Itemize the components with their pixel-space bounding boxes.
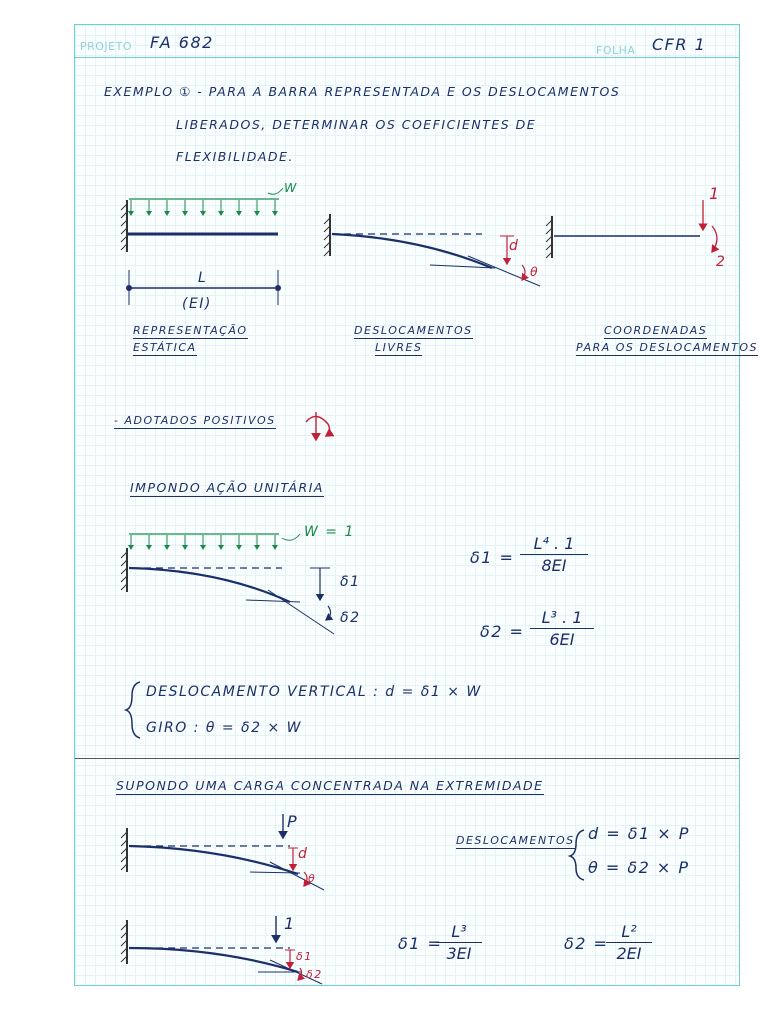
fig1-caption-1: REPRESENTAÇÃO bbox=[133, 324, 248, 337]
impondo-delta1-label: δ1 bbox=[340, 574, 361, 590]
suponho-delta1-label: δ1 bbox=[296, 950, 313, 963]
eq3-numerator: L³ bbox=[436, 922, 482, 943]
impondo-delta2-label: δ2 bbox=[340, 610, 361, 626]
brace-left bbox=[126, 682, 140, 738]
fig3-caption-2: PARA OS DESLOCAMENTOS bbox=[576, 341, 758, 354]
fig1-load-label: W bbox=[284, 180, 298, 195]
eq2-denominator: 6EI bbox=[549, 630, 575, 649]
suponho-theta-label: θ bbox=[308, 872, 317, 885]
fig3-coord-1: 1 bbox=[709, 184, 721, 203]
eq1-numerator: L⁴ . 1 bbox=[520, 534, 588, 555]
positivos-label: - ADOTADOS POSITIVOS bbox=[114, 414, 276, 427]
suponho-desloc-label: DESLOCAMENTOS bbox=[456, 834, 575, 847]
impondo-load-label: W = 1 bbox=[304, 524, 355, 540]
suponho-delta2-label: δ2 bbox=[306, 968, 323, 981]
eq4-denominator: 2EI bbox=[616, 944, 642, 963]
suponho-eq-d: d = δ1 × P bbox=[588, 824, 690, 843]
eq1-fraction bbox=[520, 534, 588, 575]
suponho-eq-theta: θ = δ2 × P bbox=[588, 858, 690, 877]
eq3-fraction bbox=[436, 922, 482, 963]
suponho-p-label: P bbox=[287, 812, 299, 831]
eq4-lhs: δ2 = bbox=[564, 934, 609, 953]
projeto-value: FA 682 bbox=[150, 33, 214, 52]
fig1-caption-2: ESTÁTICA bbox=[133, 341, 197, 354]
fig2-caption-1: DESLOCAMENTOS bbox=[354, 324, 473, 337]
eq4-numerator: L² bbox=[606, 922, 652, 943]
eq3-lhs: δ1 = bbox=[398, 934, 443, 953]
eq2-lhs: δ2 = bbox=[480, 622, 525, 641]
eq3-denominator: 3EI bbox=[446, 944, 472, 963]
folha-value: CFR 1 bbox=[652, 35, 707, 54]
fig3-caption-1: COORDENADAS bbox=[604, 324, 708, 337]
fig2-theta-label: θ bbox=[530, 264, 540, 279]
unit-load-figure bbox=[121, 534, 334, 634]
intro-line-3: FLEXIBILIDADE. bbox=[176, 149, 294, 164]
suponho-d-label: d bbox=[298, 846, 309, 862]
suponho-title: SUPONDO UMA CARGA CONCENTRADA NA EXTREMIDADE bbox=[116, 778, 544, 793]
fig1-cantilever bbox=[121, 188, 283, 305]
projeto-label: PROJETO bbox=[80, 40, 133, 53]
fig2-deflected-beam bbox=[324, 214, 540, 286]
positive-convention-symbol bbox=[306, 412, 330, 440]
fig2-d-label: d bbox=[509, 238, 520, 254]
fig1-length-label: L bbox=[198, 270, 208, 286]
eq1-lhs: δ1 = bbox=[470, 548, 515, 567]
eq4-fraction bbox=[606, 922, 652, 963]
intro-line-1: EXEMPLO ① - PARA A BARRA REPRESENTADA E OS DESLOCAMENTOS bbox=[104, 84, 621, 99]
eq2-numerator: L³ . 1 bbox=[530, 608, 594, 629]
brace-line-2: GIRO : θ = δ2 × W bbox=[146, 720, 302, 736]
impondo-title: IMPONDO AÇÃO UNITÁRIA bbox=[130, 480, 324, 495]
suponho-unit-label: 1 bbox=[284, 914, 296, 933]
folha-label: FOLHA bbox=[596, 44, 636, 57]
fig3-coord-2: 2 bbox=[716, 254, 727, 270]
brace-line-1: DESLOCAMENTO VERTICAL : d = δ1 × W bbox=[146, 684, 482, 700]
fig1-stiffness-label: (EI) bbox=[182, 296, 212, 312]
fig3-coordinates bbox=[546, 200, 717, 258]
eq1-denominator: 8EI bbox=[541, 556, 567, 575]
intro-line-2: LIBERADOS, DETERMINAR OS COEFICIENTES DE bbox=[176, 117, 537, 132]
eq2-fraction bbox=[530, 608, 594, 649]
fig2-caption-2: LIVRES bbox=[375, 341, 423, 354]
